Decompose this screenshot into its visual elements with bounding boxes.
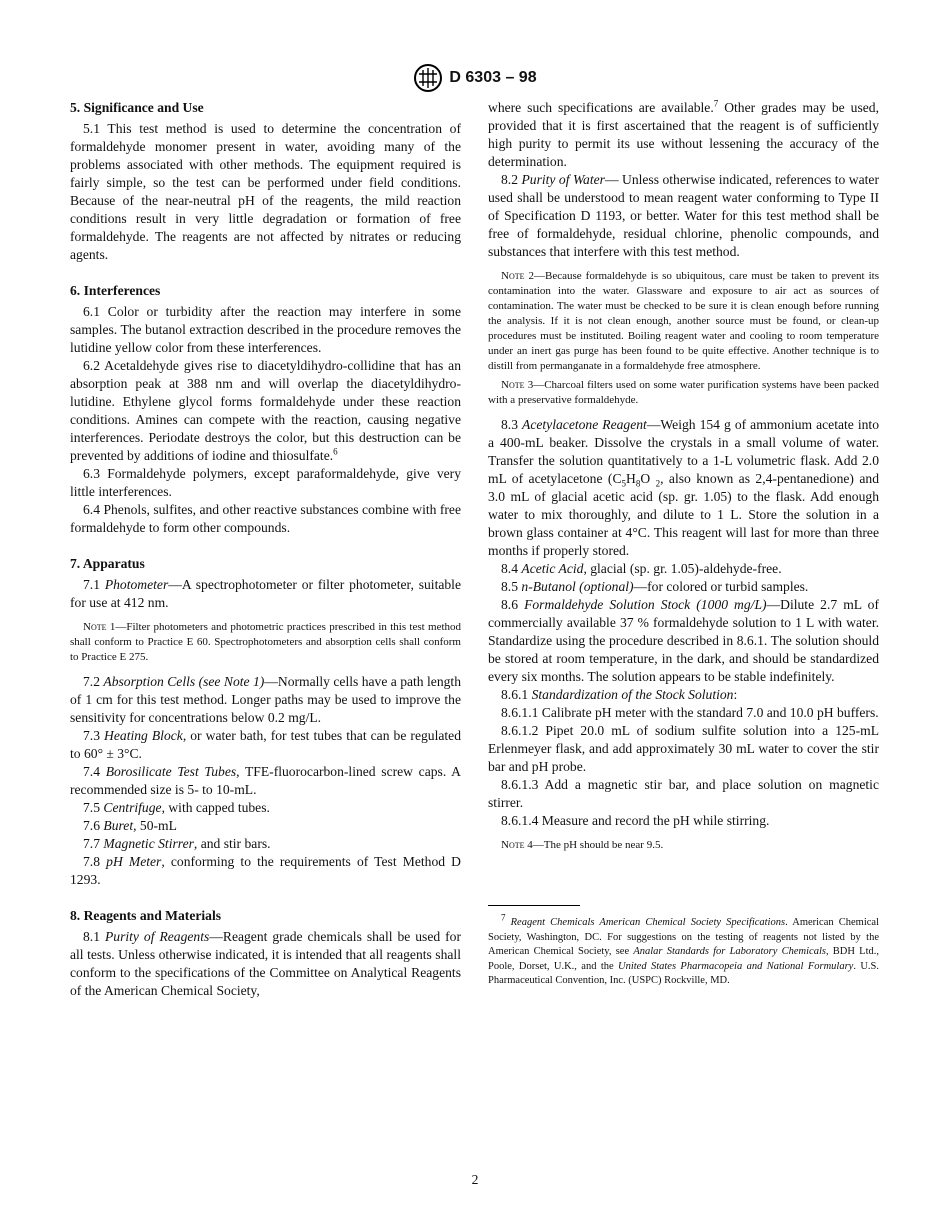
right-column <box>488 99 879 989</box>
para-8-6-1-1: 8.6.1.1 Calibrate pH meter with the standard 7.0 and 10.0 pH buffers. <box>501 705 879 720</box>
para-8-6-1-3: 8.6.1.3 Add a magnetic stir bar, and place solution on magnetic stirrer. <box>488 777 879 810</box>
para-8-5: 8.5 n-Butanol (optional)—for colored or turbid samples. <box>501 579 809 594</box>
footnote-divider <box>488 905 580 906</box>
para-8-1-continued: where such specifications are available.$^7$ Other grades may be used, provided that it is first ascertained that the reagent is of sufficiently high purity to permit its use without lessening the accuracy of the determination. <box>488 98 879 169</box>
para-8-3: 8.3 Acetylacetone Reagent—Weigh 154 g of ammonium acetate into a 400-mL beaker. Dissolve the crystals in a small volume of water. Transfer the solution quantitatively to a 1-L volumetric flask. Add 2.0 mL of acetylacetone ($C_5H_8O$ $_2$, also known as 2,4-pentanedione) and 3.0 mL of glacial acetic acid (sp. gr. 1.05) to the flask. Add enough water to mix thoroughly, and dilute to 1 L. Store the solution in a brown glass container at 4°C. This reagent will last for more than three months if properly stored. <box>488 417 879 558</box>
para-7-6: 7.6 Buret, 50-mL <box>83 818 177 833</box>
note-4: Note 4—The pH should be near 9.5. <box>501 839 664 851</box>
page-number: 2 <box>471 1172 479 1187</box>
para-8-6-1: 8.6.1 Standardization of the Stock Solution: <box>501 687 738 702</box>
page-header <box>0 63 950 98</box>
footnote-ref-7[interactable]: 7 <box>713 98 719 109</box>
note-2: Note 2—Because formaldehyde is so ubiquitous, care must be taken to prevent its contamination into the water. Glassware and exposure to air act as sources of contamination. The water must be checked to be sure it is clean enough before running the analysis. If it is not clean enough, another source must be found, or clean-up procedures must be instituted. Boiling reagent water and cooling to room temperature under an inert gas purge has been found to be quite effective. Another technique is to distill from permanganate in a formaldehyde free atmosphere. <box>488 270 880 372</box>
note-3: Note 3—Charcoal filters used on some water purification systems have been packed with a preservative formaldehyde. <box>488 379 880 406</box>
para-8-6-1-4: 8.6.1.4 Measure and record the pH while stirring. <box>501 813 770 828</box>
note-1: Note 1—Filter photometers and photometric practices prescribed in this test method shall conform to Practice E 60. Spectrophotometers and absorption cells shall conform to Practice E 275. <box>70 621 462 663</box>
section-8-heading: 8. Reagents and Materials <box>70 908 222 923</box>
section-6-heading: 6. Interferences <box>70 283 161 298</box>
para-6-4: 6.4 Phenols, sulfites, and other reactive substances combine with free formaldehyde to form other compounds. <box>70 502 461 535</box>
para-7-4: 7.4 Borosilicate Test Tubes, TFE-fluorocarbon-lined screw caps. A recommended size is 5- to 10-mL. <box>70 764 461 797</box>
para-7-7: 7.7 Magnetic Stirrer, and stir bars. <box>83 836 271 851</box>
para-8-6-1-2: 8.6.1.2 Pipet 20.0 mL of sodium sulfite solution into a 125-mL Erlenmeyer flask, and add approximately 30 mL water to cover the stir bar and pH probe. <box>488 723 879 774</box>
para-6-1: 6.1 Color or turbidity after the reaction may interfere in some samples. The butanol extraction described in the procedure removes the lutidine yellow color from these interferences. <box>70 304 461 355</box>
section-5-heading: 5. Significance and Use <box>70 100 204 115</box>
astm-logo-icon <box>413 63 443 93</box>
para-8-6: 8.6 Formaldehyde Solution Stock (1000 mg/L)—Dilute 2.7 mL of commercially available 37 % formaldehyde solution to 1 L with water. Standardize using the procedure described in 8.6.1. The solution should be stored at room temperature, in the dark, and should be standardized every six months. The solution appears to be stable indefinitely. <box>488 597 879 684</box>
para-8-1: 8.1 Purity of Reagents—Reagent grade chemicals shall be used for all tests. Unless otherwise indicated, it is intended that all reagents shall conform to the specifications of the Committee on Analytical Reagents of the American Chemical Society, <box>70 929 461 998</box>
para-8-4: 8.4 Acetic Acid, glacial (sp. gr. 1.05)-aldehyde-free. <box>501 561 782 576</box>
footnote-ref-6[interactable]: 6 <box>333 446 338 457</box>
section-7-heading: 7. Apparatus <box>70 556 145 571</box>
para-6-3: 6.3 Formaldehyde polymers, except paraformaldehyde, give very little interferences. <box>70 466 461 499</box>
para-7-3: 7.3 Heating Block, or water bath, for test tubes that can be regulated to 60° ± 3°C. <box>70 728 461 761</box>
para-7-1: 7.1 Photometer—A spectrophotometer or filter photometer, suitable for use at 412 nm. <box>70 577 461 610</box>
para-7-8: 7.8 pH Meter, conforming to the requirements of Test Method D 1293. <box>70 854 461 887</box>
para-8-2: 8.2 Purity of Water— Unless otherwise indicated, references to water used shall be understood to mean reagent water conforming to Type II of Specification D 1193, or better. Water for this test method shall be free of formaldehyde, residual chlorine, phenolic compounds, and substances that interfere with this test method. <box>488 172 879 259</box>
para-5-1: 5.1 This test method is used to determine the concentration of formaldehyde monomer present in water, avoiding many of the problems associated with other methods. The equipment required is fairly simple, so the test can be performed under field conditions. Because of the near-neutral pH of the reagents, the mild reaction conditions result in very little degradation or formation of free formaldehyde. The reagents are not affected by nitrates or reducing agents. <box>70 121 461 262</box>
document-designation: D 6303 – 98 <box>449 69 537 86</box>
para-6-2: 6.2 Acetaldehyde gives rise to diacetyldihydro-collidine that has an absorption peak at 388 nm and will overlap the diacetyldihydro-lutidine. Ethylene glycol forms formaldehyde under these reaction conditions. Amines can compete with the reaction, causing negative interferences. Periodate destroys the color, but this destruction can be prevented by additions of iodine and thiosulfate.$^6$ <box>70 358 461 463</box>
para-7-2: 7.2 Absorption Cells (see Note 1)—Normally cells have a path length of 1 cm for this test method. Longer paths may be used to improve the sensitivity for concentrations below 0.2 mg/L. <box>70 674 461 725</box>
left-column <box>70 99 461 1000</box>
footnote-7: $^7$ Reagent Chemicals American Chemical Society Specifications. American Chemical Society, Washington, DC. For suggestions on the testing of reagents not listed by the American Chemical Society, see Analar Standards for Laboratory Chemicals, BDH Ltd., Poole, Dorset, U.K., and the United States Pharmacopeia and National Formulary. U.S. Pharmaceutical Convention, Inc. (USPC) Rockville, MD. <box>488 912 880 986</box>
para-7-5: 7.5 Centrifuge, with capped tubes. <box>83 800 270 815</box>
